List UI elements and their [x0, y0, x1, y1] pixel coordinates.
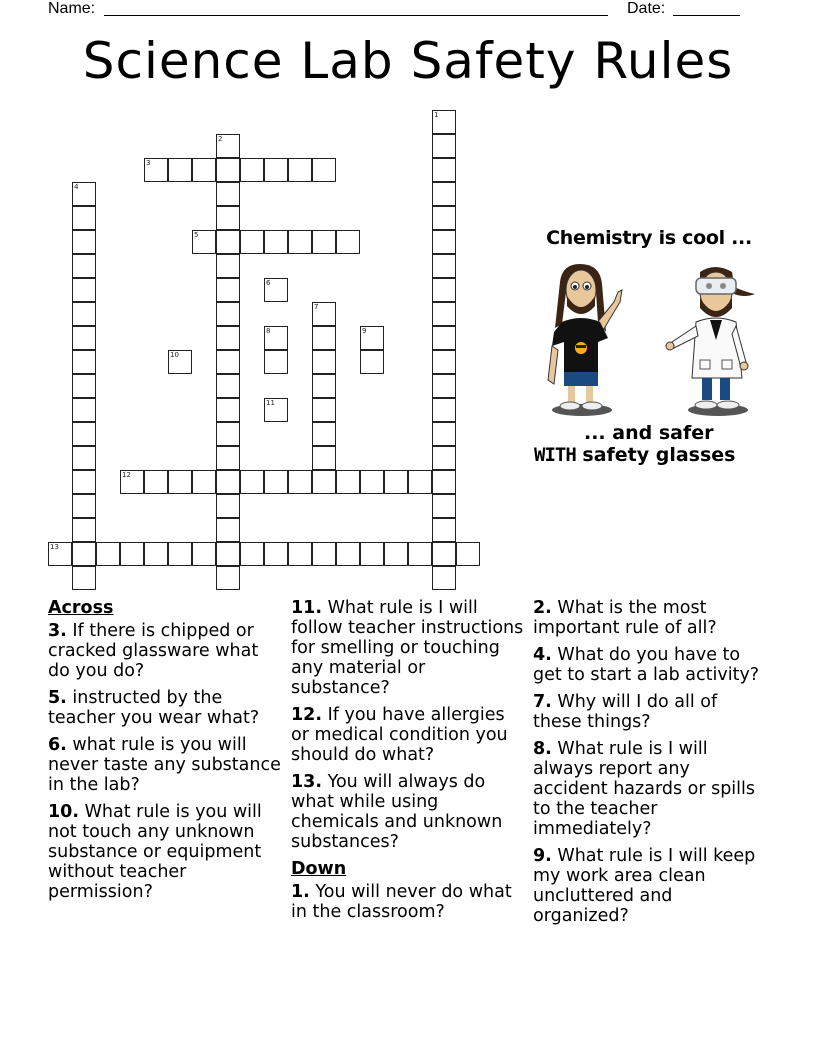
crossword-cell[interactable]	[216, 326, 240, 350]
crossword-cell[interactable]	[264, 470, 288, 494]
clue-text: If there is chipped or cracked glassware what do you do?	[48, 621, 259, 681]
clue-number: 2.	[533, 598, 552, 618]
clue-down-1	[291, 882, 526, 922]
cell-number: 7	[314, 303, 319, 311]
crossword-cell[interactable]	[216, 470, 240, 494]
crossword-cell[interactable]	[192, 542, 216, 566]
crossword-cell[interactable]	[432, 422, 456, 446]
crossword-cell[interactable]	[384, 542, 408, 566]
crossword-cell[interactable]	[72, 422, 96, 446]
crossword-cell[interactable]	[72, 230, 96, 254]
crossword-cell[interactable]	[432, 206, 456, 230]
crossword-cell[interactable]	[432, 374, 456, 398]
crossword-cell[interactable]	[432, 350, 456, 374]
crossword-cell[interactable]	[288, 470, 312, 494]
clue-down-9	[533, 846, 768, 926]
crossword-cell[interactable]	[432, 134, 456, 158]
crossword-cell[interactable]	[312, 230, 336, 254]
cell-number: 10	[170, 351, 179, 359]
crossword-cell[interactable]	[72, 326, 96, 350]
clue-number: 3.	[48, 621, 67, 641]
clue-text: What rule is I will keep my work area clean uncluttered and organized?	[533, 846, 756, 926]
crossword-cell[interactable]	[144, 542, 168, 566]
crossword-cell[interactable]	[456, 542, 480, 566]
safety-glasses-text: safety glasses	[575, 444, 736, 466]
crossword-cell[interactable]	[312, 326, 336, 350]
crossword-cell[interactable]	[216, 542, 240, 566]
crossword-cell[interactable]	[288, 542, 312, 566]
clue-down-4	[533, 645, 768, 685]
clue-number: 9.	[533, 846, 552, 866]
name-field[interactable]	[104, 15, 608, 16]
clue-number: 10.	[48, 802, 80, 822]
crossword-cell[interactable]	[144, 470, 168, 494]
clue-text: What is the most important rule of all?	[533, 598, 717, 638]
clue-number: 12.	[291, 705, 323, 725]
crossword-cell[interactable]	[384, 470, 408, 494]
crossword-cell[interactable]	[312, 422, 336, 446]
clue-text: What do you have to get to start a lab activity?	[533, 645, 760, 685]
date-field[interactable]	[673, 15, 740, 16]
clue-across-11	[291, 598, 526, 698]
clue-text: What rule is I will follow teacher instructions for smelling or touching any material or substance?	[291, 598, 524, 698]
crossword-cell[interactable]	[432, 278, 456, 302]
crossword-cell[interactable]	[216, 302, 240, 326]
clues-column-2	[291, 598, 526, 929]
clues-column-1	[48, 598, 283, 909]
crossword-cell[interactable]	[120, 470, 144, 494]
crossword-cell[interactable]	[240, 158, 264, 182]
crossword-cell[interactable]	[72, 374, 96, 398]
crossword-cell[interactable]	[72, 254, 96, 278]
crossword-cell[interactable]	[432, 494, 456, 518]
crossword-cell[interactable]	[72, 182, 96, 206]
crossword-cell[interactable]	[336, 230, 360, 254]
crossword-cell[interactable]	[432, 398, 456, 422]
crossword-cell[interactable]	[72, 446, 96, 470]
crossword-cell[interactable]	[432, 566, 456, 590]
crossword-cell[interactable]	[312, 542, 336, 566]
crossword-cell[interactable]	[312, 374, 336, 398]
crossword-cell[interactable]	[72, 470, 96, 494]
crossword-cell[interactable]	[96, 542, 120, 566]
crossword-cell[interactable]	[72, 542, 96, 566]
crossword-cell[interactable]	[432, 254, 456, 278]
crossword-cell[interactable]	[432, 158, 456, 182]
crossword-cell[interactable]	[216, 518, 240, 542]
crossword-cell[interactable]	[120, 542, 144, 566]
crossword-cell[interactable]	[360, 470, 384, 494]
crossword-cell[interactable]	[168, 158, 192, 182]
illustration-bottom-caption-line2	[534, 444, 788, 466]
page-title: Science Lab Safety Rules	[82, 32, 734, 90]
crossword-cell[interactable]	[336, 542, 360, 566]
clue-number: 7.	[533, 692, 552, 712]
clue-text: You will never do what in the classroom?	[291, 882, 512, 922]
illustration-bottom-caption-line1: ... and safer	[584, 422, 714, 444]
crossword-cell[interactable]	[312, 470, 336, 494]
clue-text: Why will I do all of these things?	[533, 692, 718, 732]
clue-number: 4.	[533, 645, 552, 665]
crossword-cell[interactable]	[72, 206, 96, 230]
cell-number: 4	[74, 183, 79, 191]
cell-number: 5	[194, 231, 199, 239]
crossword-cell[interactable]	[72, 566, 96, 590]
clue-down-7	[533, 692, 768, 732]
crossword-cell[interactable]	[264, 350, 288, 374]
crossword-cell[interactable]	[168, 542, 192, 566]
crossword-cell[interactable]	[216, 230, 240, 254]
crossword-cell[interactable]	[312, 302, 336, 326]
crossword-cell[interactable]	[432, 518, 456, 542]
clue-across-5	[48, 688, 283, 728]
cell-number: 2	[218, 135, 223, 143]
crossword-cell[interactable]	[72, 302, 96, 326]
crossword-cell[interactable]	[168, 470, 192, 494]
illustration-panel	[522, 222, 776, 477]
crossword-cell[interactable]	[216, 182, 240, 206]
crossword-cell[interactable]	[408, 542, 432, 566]
crossword-cell[interactable]	[312, 398, 336, 422]
down-heading: Down	[291, 859, 347, 879]
crossword-cell[interactable]	[192, 470, 216, 494]
clue-number: 13.	[291, 772, 323, 792]
crossword-cell[interactable]	[432, 110, 456, 134]
clue-text: What rule is you will not touch any unknown substance or equipment without teacher permission?	[48, 802, 262, 902]
clue-number: 8.	[533, 739, 552, 759]
cell-number: 8	[266, 327, 271, 335]
crossword-cell[interactable]	[432, 326, 456, 350]
illustration-top-caption: Chemistry is cool ...	[546, 227, 752, 249]
crossword-cell[interactable]	[216, 398, 240, 422]
crossword-cell[interactable]	[216, 158, 240, 182]
crossword-cell[interactable]	[168, 350, 192, 374]
crossword-cell[interactable]	[432, 230, 456, 254]
crossword-cell[interactable]	[288, 230, 312, 254]
crossword-cell[interactable]	[216, 494, 240, 518]
crossword-cell[interactable]	[288, 158, 312, 182]
with-emphasis: WITH	[534, 444, 576, 466]
crossword-cell[interactable]	[432, 182, 456, 206]
crossword-cell[interactable]	[240, 230, 264, 254]
crossword-cell[interactable]	[432, 542, 456, 566]
crossword-cell[interactable]	[48, 542, 72, 566]
cell-number: 11	[266, 399, 275, 407]
crossword-cell[interactable]	[240, 470, 264, 494]
crossword-cell[interactable]	[360, 350, 384, 374]
clue-text: What rule is I will always report any accident hazards or spills to the teacher immediately?	[533, 739, 756, 839]
across-heading: Across	[48, 598, 114, 618]
crossword-cell[interactable]	[216, 278, 240, 302]
crossword-cell[interactable]	[312, 446, 336, 470]
clue-down-8	[533, 739, 768, 839]
clue-number: 11.	[291, 598, 323, 618]
clue-text: what rule is you will never taste any substance in the lab?	[48, 735, 281, 795]
crossword-cell[interactable]	[72, 350, 96, 374]
clue-across-12	[291, 705, 526, 765]
crossword-cell[interactable]	[72, 518, 96, 542]
crossword-cell[interactable]	[432, 302, 456, 326]
crossword-cell[interactable]	[72, 494, 96, 518]
crossword-cell[interactable]	[72, 278, 96, 302]
cell-number: 6	[266, 279, 271, 287]
clue-text: You will always do what while using chemicals and unknown substances?	[291, 772, 503, 852]
name-label: Name:	[48, 0, 96, 17]
crossword-cell[interactable]	[216, 446, 240, 470]
crossword-cell[interactable]	[216, 350, 240, 374]
crossword-cell[interactable]	[216, 254, 240, 278]
crossword-cell[interactable]	[360, 326, 384, 350]
clue-text: instructed by the teacher you wear what?	[48, 688, 260, 728]
crossword-cell[interactable]	[336, 470, 360, 494]
clue-across-3	[48, 621, 283, 681]
crossword-cell[interactable]	[216, 422, 240, 446]
crossword-cell[interactable]	[264, 326, 288, 350]
crossword-cell[interactable]	[216, 566, 240, 590]
clue-across-13	[291, 772, 526, 852]
crossword-cell[interactable]	[312, 158, 336, 182]
clue-across-10	[48, 802, 283, 902]
crossword-cell[interactable]	[264, 542, 288, 566]
clue-number: 1.	[291, 882, 310, 902]
crossword-cell[interactable]	[72, 398, 96, 422]
cell-number: 1	[434, 111, 439, 119]
crossword-cell[interactable]	[216, 134, 240, 158]
clue-text: If you have allergies or medical condition you should do what?	[291, 705, 508, 765]
crossword-cell[interactable]	[144, 158, 168, 182]
cell-number: 12	[122, 471, 131, 479]
casual-person-figure	[540, 262, 640, 417]
crossword-cell[interactable]	[432, 446, 456, 470]
crossword-cell[interactable]	[264, 230, 288, 254]
clue-down-2	[533, 598, 768, 638]
crossword-cell[interactable]	[432, 470, 456, 494]
scientist-with-goggles-figure	[660, 262, 760, 417]
crossword-cell[interactable]	[192, 230, 216, 254]
crossword-cell[interactable]	[192, 158, 216, 182]
crossword-cell[interactable]	[216, 206, 240, 230]
clue-number: 5.	[48, 688, 67, 708]
crossword-cell[interactable]	[360, 542, 384, 566]
cell-number: 3	[146, 159, 151, 167]
crossword-cell[interactable]	[408, 470, 432, 494]
cell-number: 13	[50, 543, 59, 551]
crossword-cell[interactable]	[216, 374, 240, 398]
cell-number: 9	[362, 327, 367, 335]
clues-column-3	[533, 598, 768, 933]
clue-number: 6.	[48, 735, 67, 755]
crossword-cell[interactable]	[264, 278, 288, 302]
clue-across-6	[48, 735, 283, 795]
crossword-cell[interactable]	[312, 350, 336, 374]
date-label: Date:	[627, 0, 666, 17]
crossword-cell[interactable]	[240, 542, 264, 566]
crossword-cell[interactable]	[264, 158, 288, 182]
crossword-cell[interactable]	[264, 398, 288, 422]
